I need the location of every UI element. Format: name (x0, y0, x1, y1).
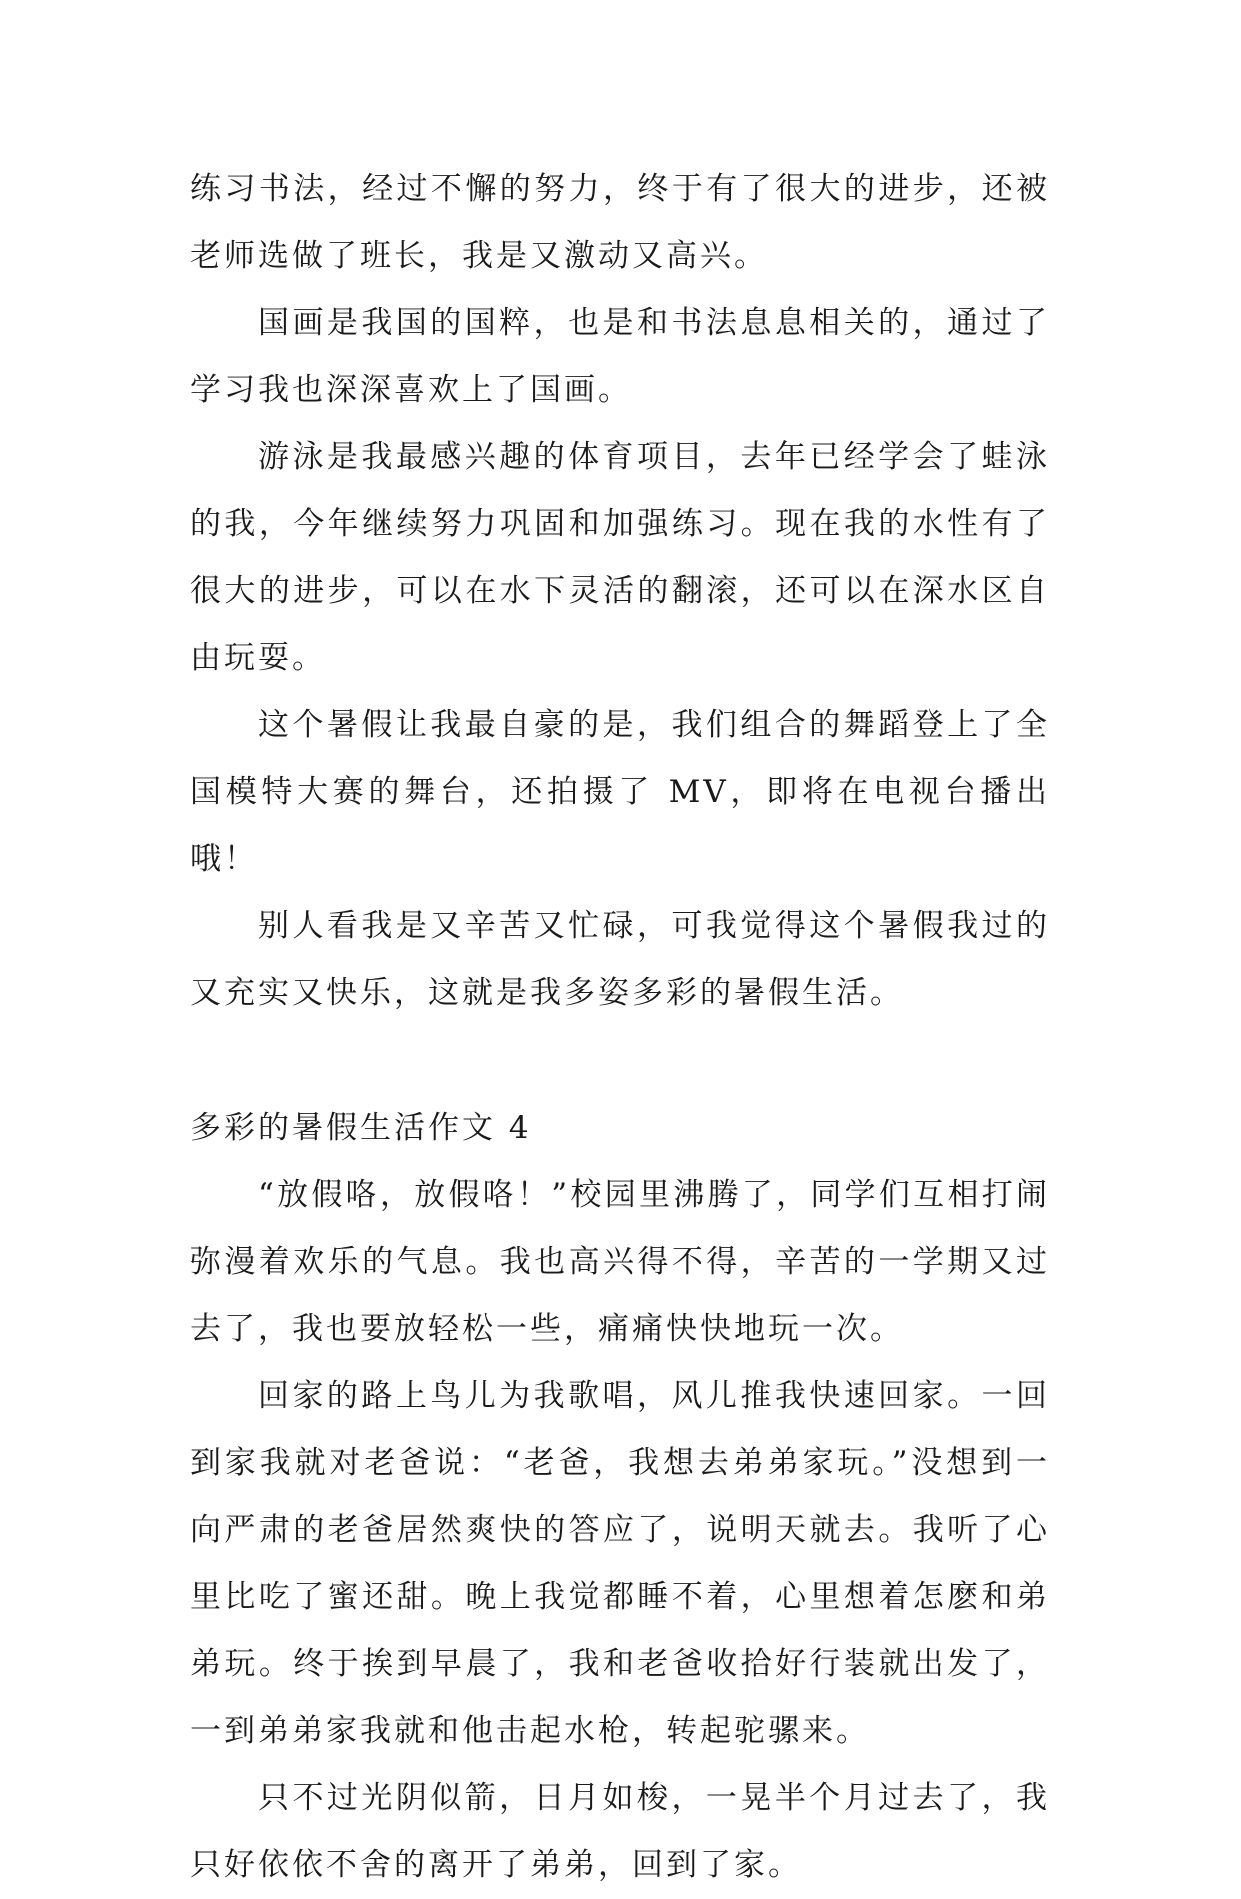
section-title: 多彩的暑假生活作文 4 (190, 1110, 532, 1146)
paragraph-time-flies: 只不过光阴似箭，日月如梭，一晃半个月过去了，我只好依依不舍的离开了弟弟，回到了家。 (190, 1780, 1050, 1883)
paragraph-guohua: 国画是我国的国粹，也是和书法息息相关的，通过了学习我也深深喜欢上了国画。 (190, 305, 1050, 408)
paragraph-summary: 别人看我是又辛苦又忙碌，可我觉得这个暑假我过的又充实又快乐，这就是我多姿多彩的暑假生活。 (190, 908, 1050, 1011)
paragraph-swimming: 游泳是我最感兴趣的体育项目，去年已经学会了蛙泳的我，今年继续努力巩固和加强练习。现在我的水性有了很大的进步，可以在水下灵活的翻滚，还可以在深水区自由玩耍。 (190, 439, 1050, 676)
paragraph-dance: 这个暑假让我最自豪的是，我们组合的舞蹈登上了全国模特大赛的舞台，还拍摄了 MV，即将在电视台播出哦！ (190, 707, 1050, 877)
paragraph-calligraphy: 练习书法，经过不懈的努力，终于有了很大的进步，还被老师选做了班长，我是又激动又高兴。 (190, 171, 1050, 274)
paragraph-vacation-start: “放假咯，放假咯！”校园里沸腾了，同学们互相打闹弥漫着欢乐的气息。我也高兴得不得，辛苦的一学期又过去了，我也要放轻松一些，痛痛快快地玩一次。 (190, 1177, 1050, 1347)
paragraph-going-home: 回家的路上鸟儿为我歌唱，风儿推我快速回家。一回到家我就对老爸说：“老爸，我想去弟弟家玩。”没想到一向严肃的老爸居然爽快的答应了，说明天就去。我听了心里比吃了蜜还甜。晚上我觉都睡不着，心里想着怎麽和弟弟玩。终于挨到早晨了，我和老爸收拾好行装就出发了，一到弟弟家我就和他击起水枪，转起驼骡来。 (190, 1378, 1050, 1749)
document-page (190, 156, 1050, 1899)
